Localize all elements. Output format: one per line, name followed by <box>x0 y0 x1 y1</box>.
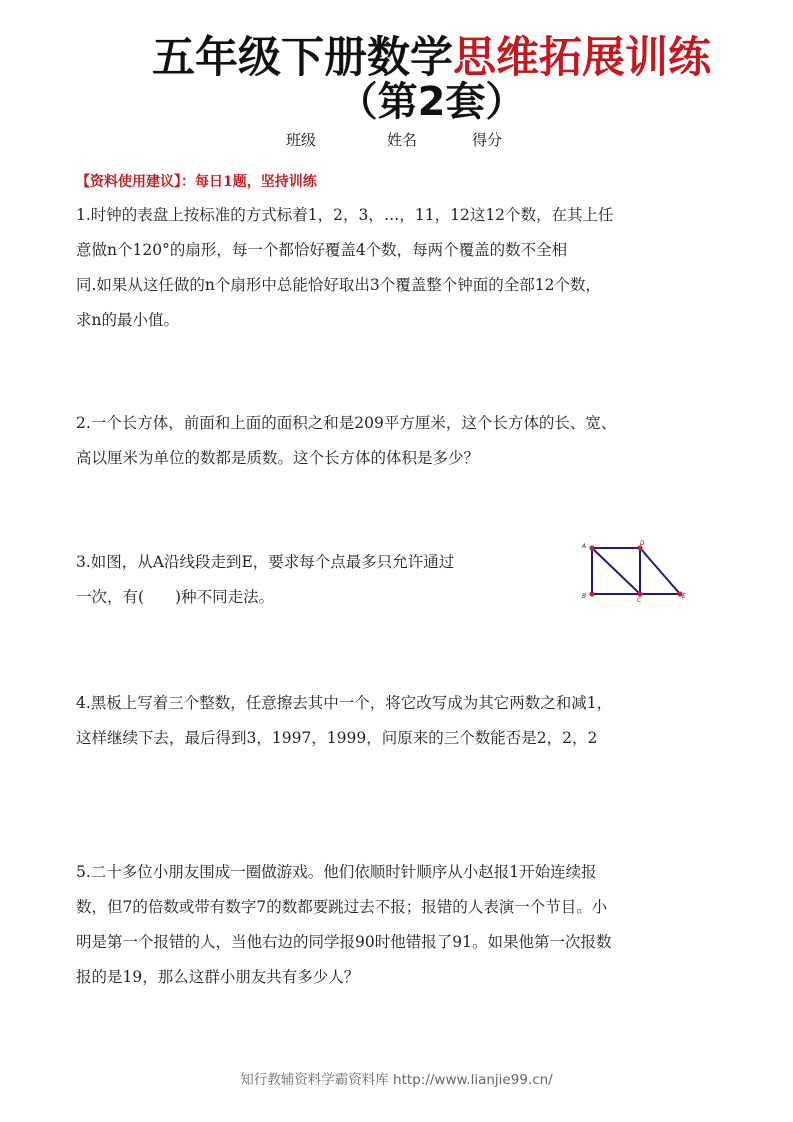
name-field-label: 姓名 <box>387 131 418 149</box>
edge-ac <box>592 548 640 594</box>
question-line: 数，但7的倍数或带有数字7的数都要跳过去不报；报错的人表演一个节目。小 <box>76 898 608 916</box>
question-line: 1.时钟的表盘上按标准的方式标着1，2，3，…，11，12这12个数，在其上任 <box>76 206 614 224</box>
question-line: 3.如图，从A沿线段走到E，要求每个点最多只允许通过 <box>76 553 455 571</box>
question-line: 5.二十多位小朋友围成一圈做游戏。他们依顺时针顺序从小赵报1开始连续报 <box>76 863 597 881</box>
label-e: E <box>682 593 686 600</box>
question-line: 一次，有( )种不同走法。 <box>76 588 275 606</box>
page-title <box>0 32 793 84</box>
student-info-fields <box>0 129 793 151</box>
point-a <box>589 545 594 550</box>
label-a: A <box>582 543 587 550</box>
question-line: 明是第一个报错的人，当他右边的同学报90时他错报了91。如果他第一次报数 <box>76 933 612 951</box>
page-subtitle: （第2套） <box>337 79 526 125</box>
question-line: 求n的最小值。 <box>76 311 179 329</box>
label-b: B <box>582 593 587 600</box>
diagram-lines <box>592 548 680 594</box>
edge-de <box>640 548 680 594</box>
question-3 <box>76 545 566 615</box>
question-4 <box>76 686 736 756</box>
question-line: 4.黑板上写着三个整数，任意擦去其中一个，将它改写成为其它两数之和减1， <box>76 694 613 712</box>
score-field-label: 得分 <box>472 131 503 149</box>
question-2 <box>76 406 736 476</box>
question-5 <box>76 855 726 995</box>
path-diagram-figure <box>580 538 690 604</box>
question-line: 同.如果从这任做的n个扇形中总能恰好取出3个覆盖整个钟面的全部12个数， <box>76 276 601 294</box>
class-field-label: 班级 <box>286 131 317 149</box>
label-d: D <box>640 540 645 547</box>
title-highlight: 思维拓展训练 <box>453 33 711 83</box>
question-line: 报的是19，那么这群小朋友共有多少人？ <box>76 968 360 986</box>
question-line: 这样继续下去，最后得到3，1997，1999，问原来的三个数能否是2，2，2 <box>76 729 598 747</box>
question-1 <box>76 198 726 338</box>
question-line: 高以厘米为单位的数都是质数。这个长方体的体积是多少？ <box>76 449 480 467</box>
point-b <box>589 591 594 596</box>
label-c: C <box>637 597 642 604</box>
usage-advice: 【资料使用建议】：每日1题，坚持训练 <box>76 174 317 190</box>
point-c <box>637 591 642 596</box>
footer-watermark[interactable]: 知行教辅资料学霸资料库 http://www.lianjie99.cn/ <box>240 1072 553 1088</box>
question-line: 意做n个120°的扇形，每一个都恰好覆盖4个数，每两个覆盖的数不全相 <box>76 241 568 259</box>
question-line: 2.一个长方体，前面和上面的面积之和是209平方厘米，这个长方体的长、宽、 <box>76 414 617 432</box>
title-main: 五年级下册数学 <box>152 33 453 83</box>
